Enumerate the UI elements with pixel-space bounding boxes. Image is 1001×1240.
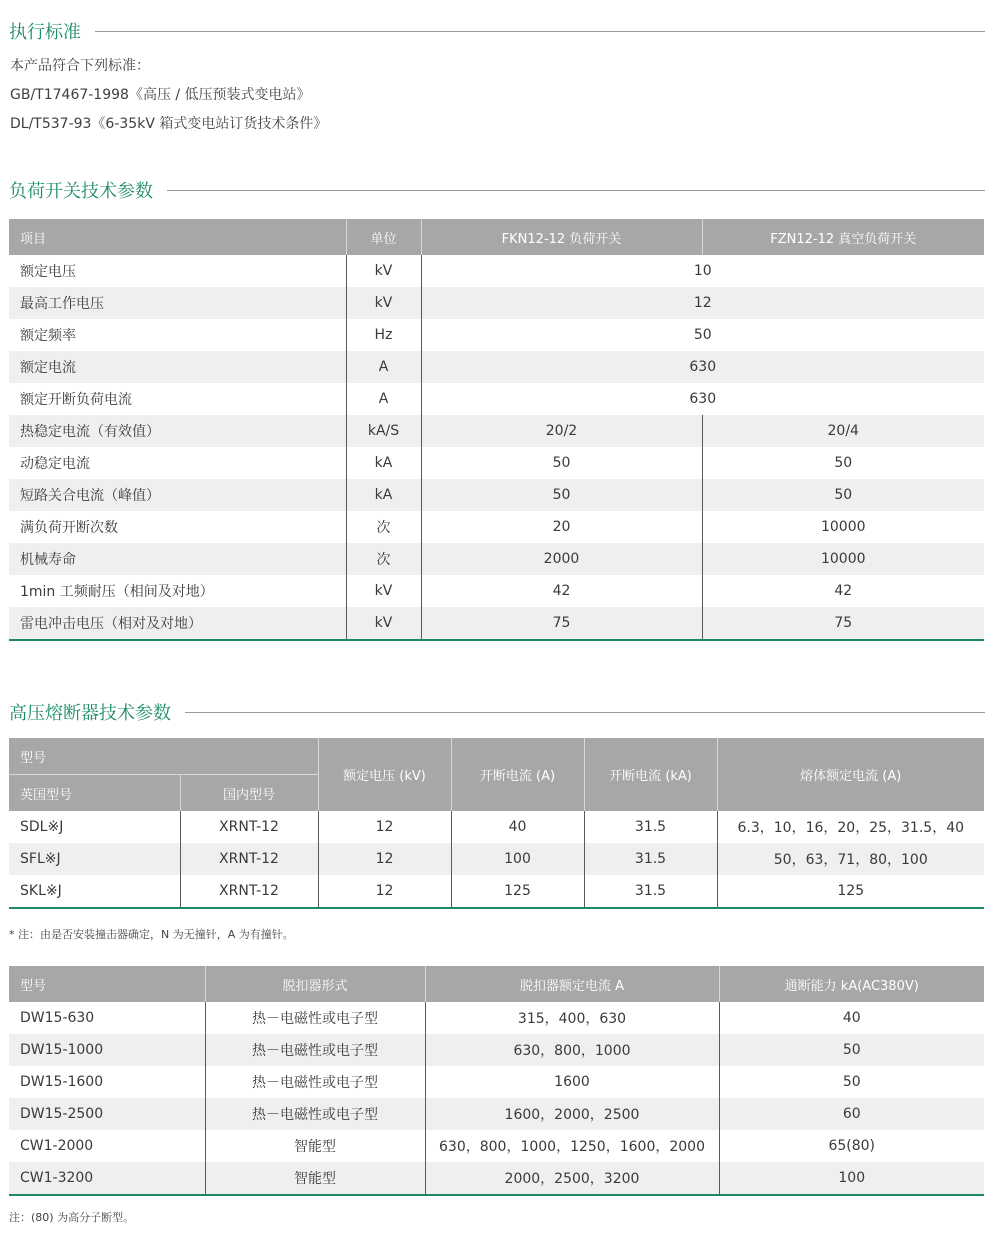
- cell-item: 热稳定电流（有效值）: [9, 415, 346, 447]
- table-row: [9, 1162, 984, 1195]
- cell-model: DW15-1600: [20, 1074, 104, 1090]
- cell-cn-model: XRNT-12: [180, 875, 318, 908]
- section-divider: [95, 31, 985, 32]
- cell-unit: kV: [346, 607, 421, 640]
- table-row: [9, 479, 984, 511]
- table-row: [9, 1034, 984, 1066]
- cell-melt: 125: [717, 875, 984, 908]
- cell-trip-type: 智能型: [205, 1130, 425, 1162]
- cell-cn-model: XRNT-12: [180, 811, 318, 843]
- cell-item: 机械寿命: [9, 543, 346, 575]
- cell-unit: kV: [346, 575, 421, 607]
- cell-fkn: 20/2: [421, 415, 702, 447]
- cell-fzn: 42: [702, 575, 984, 607]
- section-fuse-header: [9, 699, 985, 725]
- header-fzn: FZN12-12 真空负荷开关: [702, 219, 984, 255]
- cell-trip-type: 热－电磁性或电子型: [205, 1002, 425, 1034]
- cell-trip-type: 热－电磁性或电子型: [205, 1066, 425, 1098]
- table-row: [9, 543, 984, 575]
- cell-fzn: 20/4: [702, 415, 984, 447]
- cell-value: 50: [421, 319, 984, 351]
- header-melt-current: 熔体额定电流 (A): [717, 738, 984, 811]
- cell-unit: kA: [346, 447, 421, 479]
- table-header-row: [9, 738, 984, 775]
- standard-dl: DL/T537-93《6-35kV 箱式变电站订货技术条件》: [10, 116, 328, 132]
- header-breaking-capacity: 通断能力 kA(AC380V): [719, 966, 984, 1002]
- cell-uk-model: SKL※J: [20, 883, 62, 899]
- header-item: 项目: [9, 219, 346, 255]
- table-row: [9, 287, 984, 319]
- standards-intro: 本产品符合下列标准：: [10, 58, 150, 74]
- cell-break-a: 100: [451, 843, 584, 875]
- cell-fzn: 10000: [702, 511, 984, 543]
- table-row: [9, 319, 984, 351]
- cell-unit: kV: [346, 255, 421, 287]
- cell-value: 12: [421, 287, 984, 319]
- cell-melt: 50，63，71，80，100: [717, 843, 984, 875]
- cell-unit: kV: [346, 287, 421, 319]
- cell-unit: A: [346, 351, 421, 383]
- cell-fkn: 75: [421, 607, 702, 640]
- cell-value: 630: [421, 351, 984, 383]
- table-row: [9, 1130, 984, 1162]
- cell-fzn: 50: [702, 479, 984, 511]
- cell-unit: 次: [346, 511, 421, 543]
- header-cn-model: 国内型号: [180, 775, 318, 812]
- cell-item: 额定电压: [20, 264, 76, 280]
- cell-model: DW15-2500: [9, 1098, 205, 1130]
- cell-unit: kA/S: [346, 415, 421, 447]
- cell-unit: Hz: [346, 319, 421, 351]
- cell-fkn: 42: [421, 575, 702, 607]
- table-row: [9, 1066, 984, 1098]
- cell-melt: 6.3，10，16，20，25，31.5，40: [717, 811, 984, 843]
- cell-item: 1min 工频耐压（相间及对地）: [20, 584, 214, 600]
- cell-unit: 次: [346, 543, 421, 575]
- cell-value: 630: [421, 383, 984, 415]
- cell-fzn: 75: [702, 607, 984, 640]
- cell-value: 10: [421, 255, 984, 287]
- section-standards-title: 执行标准: [9, 22, 81, 43]
- table-row: [9, 607, 984, 640]
- cell-fkn: 20: [421, 511, 702, 543]
- standard-gb: GB/T17467-1998《高压 / 低压预装式变电站》: [10, 87, 311, 103]
- cell-item: 雷电冲击电压（相对及对地）: [9, 607, 346, 640]
- cell-break-ka: 31.5: [584, 811, 717, 843]
- header-fkn: FKN12-12 负荷开关: [421, 219, 702, 255]
- cell-fkn: 50: [421, 447, 702, 479]
- cell-fzn: 10000: [702, 543, 984, 575]
- cell-break-ka: 31.5: [584, 875, 717, 908]
- table-row: [9, 447, 984, 479]
- table-row: [9, 575, 984, 607]
- cell-fkn: 50: [421, 479, 702, 511]
- table-row: [9, 843, 984, 875]
- header-break-current-ka: 开断电流 (kA): [584, 738, 717, 811]
- cell-fzn: 50: [702, 447, 984, 479]
- cell-voltage: 12: [318, 811, 451, 843]
- cell-trip-type: 热－电磁性或电子型: [205, 1034, 425, 1066]
- table-row: [9, 875, 984, 908]
- header-trip-type: 脱扣器形式: [205, 966, 425, 1002]
- cell-trip-current: 2000，2500，3200: [425, 1162, 719, 1195]
- section-standards-header: [9, 18, 985, 44]
- cell-trip-current: 1600，2000，2500: [425, 1098, 719, 1130]
- cell-voltage: 12: [318, 843, 451, 875]
- cell-model: DW15-1000: [9, 1034, 205, 1066]
- cell-capacity: 100: [719, 1162, 984, 1195]
- cell-unit: A: [346, 383, 421, 415]
- cell-break-ka: 31.5: [584, 843, 717, 875]
- table-row: [9, 511, 984, 543]
- cell-unit: kA: [346, 479, 421, 511]
- fuse-table: [9, 738, 984, 909]
- cell-capacity: 50: [719, 1034, 984, 1066]
- cell-trip-type: 智能型: [205, 1162, 425, 1195]
- table-row: [9, 383, 984, 415]
- cell-model: CW1-3200: [9, 1162, 205, 1195]
- cell-capacity: 65(80): [719, 1130, 984, 1162]
- cell-model: CW1-2000: [20, 1138, 94, 1154]
- header-model: 型号: [9, 738, 318, 775]
- table-header-row: [9, 966, 984, 1002]
- table-header-row: [9, 219, 984, 255]
- table-row: [9, 351, 984, 383]
- section-divider: [167, 190, 985, 191]
- cell-uk-model: SDL※J: [20, 819, 64, 835]
- table-row: [9, 255, 984, 287]
- section-divider: [185, 712, 985, 713]
- header-trip-current: 脱扣器额定电流 A: [425, 966, 719, 1002]
- section-load-switch-title: 负荷开关技术参数: [9, 181, 153, 202]
- breaker-note: 注：(80) 为高分子断型。: [9, 1211, 135, 1224]
- cell-item: 动稳定电流: [20, 456, 90, 472]
- section-fuse-title: 高压熔断器技术参数: [9, 703, 171, 724]
- cell-break-a: 125: [451, 875, 584, 908]
- cell-fkn: 2000: [421, 543, 702, 575]
- cell-item: 额定频率: [20, 328, 76, 344]
- cell-model: DW15-630: [20, 1010, 95, 1026]
- cell-voltage: 12: [318, 875, 451, 908]
- cell-item: 满负荷开断次数: [20, 520, 118, 536]
- cell-capacity: 60: [719, 1098, 984, 1130]
- cell-item: 额定开断负荷电流: [20, 392, 132, 408]
- section-load-switch-header: [9, 177, 985, 203]
- cell-uk-model: SFL※J: [9, 843, 180, 875]
- cell-trip-current: 315，400，630: [425, 1002, 719, 1034]
- fuse-note: * 注：由是否安装撞击器确定，N 为无撞针，A 为有撞针。: [9, 928, 294, 941]
- cell-cn-model: XRNT-12: [180, 843, 318, 875]
- cell-item: 短路关合电流（峰值）: [9, 479, 346, 511]
- header-rated-voltage: 额定电压 (kV): [318, 738, 451, 811]
- load-switch-table: [9, 219, 984, 641]
- header-model: 型号: [9, 966, 205, 1002]
- header-uk-model: 英国型号: [9, 775, 180, 812]
- table-row: [9, 1098, 984, 1130]
- breaker-table: [9, 966, 984, 1196]
- cell-trip-current: 630，800，1000: [425, 1034, 719, 1066]
- table-row: [9, 811, 984, 843]
- header-unit: 单位: [346, 219, 421, 255]
- table-row: [9, 1002, 984, 1034]
- cell-capacity: 40: [719, 1002, 984, 1034]
- header-break-current-a: 开断电流 (A): [451, 738, 584, 811]
- cell-capacity: 50: [719, 1066, 984, 1098]
- cell-trip-current: 630，800，1000，1250，1600，2000: [425, 1130, 719, 1162]
- cell-break-a: 40: [451, 811, 584, 843]
- cell-trip-current: 1600: [425, 1066, 719, 1098]
- cell-item: 额定电流: [9, 351, 346, 383]
- cell-trip-type: 热－电磁性或电子型: [205, 1098, 425, 1130]
- cell-item: 最高工作电压: [9, 287, 346, 319]
- table-row: [9, 415, 984, 447]
